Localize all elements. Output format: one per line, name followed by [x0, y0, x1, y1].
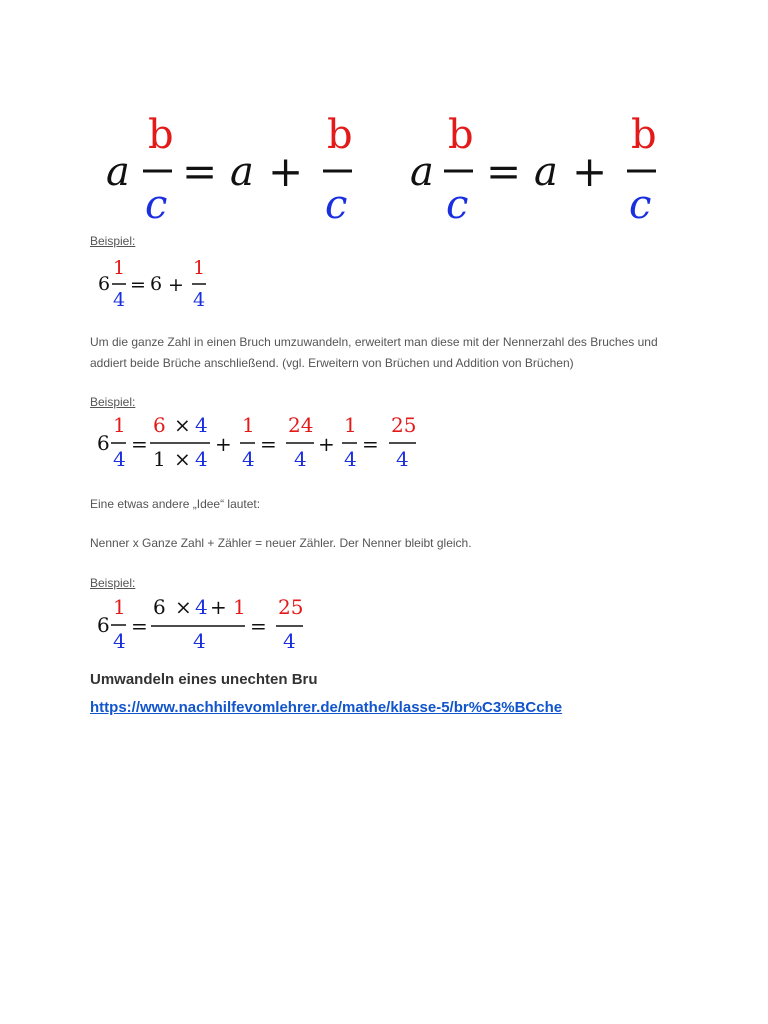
result-denominator: 4 — [396, 447, 409, 471]
rule-paragraph: Nenner x Ganze Zahl + Zähler = neuer Zähler. Der Nenner bleibt gleich. — [90, 536, 472, 550]
numerator: 1 — [113, 257, 126, 279]
plus-sign: + — [210, 595, 227, 619]
formula-image-right — [404, 108, 674, 228]
formula-denominator-c: c — [446, 182, 469, 228]
formula-a: a — [410, 149, 434, 195]
source-link[interactable]: https://www.nachhilfevomlehrer.de/mathe/klasse-5/br%C3%BCche — [90, 699, 563, 716]
section-heading: Umwandeln eines unechten Bru — [90, 671, 318, 688]
denominator: 4 — [193, 629, 206, 653]
equals-sign: = — [131, 432, 148, 456]
formula-plus: + — [572, 147, 608, 196]
example-label: Beispiel: — [90, 234, 136, 248]
example-label: Beispiel: — [90, 576, 136, 590]
formula-a: a — [230, 149, 254, 195]
formula-a: a — [534, 149, 558, 195]
result-denominator: 4 — [283, 629, 296, 653]
whole-number: 6 — [98, 273, 111, 295]
numerator: 24 — [288, 413, 314, 437]
numerator-factor: 4 — [195, 595, 208, 619]
whole-number: 6 — [150, 273, 163, 295]
numerator: 1 — [193, 257, 206, 279]
equals-sign: = — [362, 432, 379, 456]
numerator: 1 — [113, 595, 126, 619]
whole-number: 6 — [97, 613, 110, 637]
whole-number: 6 — [97, 431, 110, 455]
denominator-factor: 4 — [195, 447, 208, 471]
formula-a: a — [106, 149, 130, 195]
equals-sign: = — [260, 432, 277, 456]
numerator-factor: 6 — [153, 413, 166, 437]
numerator: 1 — [344, 413, 357, 437]
times-sign: × — [175, 595, 192, 619]
result-numerator: 25 — [278, 595, 304, 619]
plus-sign: + — [168, 274, 184, 296]
plus-sign: + — [215, 432, 232, 456]
equals-sign: = — [131, 614, 148, 638]
formula-plus: + — [268, 147, 304, 196]
plus-sign: + — [318, 432, 335, 456]
numerator: 1 — [113, 413, 126, 437]
denominator: 4 — [294, 447, 307, 471]
example3-equation — [94, 594, 314, 656]
denominator: 4 — [113, 447, 126, 471]
example1-equation — [94, 254, 224, 314]
numerator-factor: 6 — [153, 595, 166, 619]
denominator: 4 — [113, 629, 126, 653]
formula-numerator-b: b — [148, 112, 174, 158]
result-numerator: 25 — [391, 413, 417, 437]
times-sign: × — [174, 447, 191, 471]
equals-sign: = — [130, 274, 146, 296]
formula-equals: = — [182, 147, 218, 196]
denominator: 4 — [193, 289, 206, 311]
example2-equation — [94, 412, 424, 474]
denominator-factor: 1 — [153, 447, 166, 471]
numerator-factor: 4 — [195, 413, 208, 437]
explanation-paragraph: Um die ganze Zahl in einen Bruch umzuwandeln, erweitert man diese mit der Nennerzahl des Bruches und addiert beide Brüche anschließend. (vgl. Erweitern von Brüchen und Addition von Brüchen) — [90, 335, 658, 370]
formula-numerator-b: b — [448, 112, 474, 158]
denominator: 4 — [242, 447, 255, 471]
numerator-addend: 1 — [233, 595, 246, 619]
formula-equals: = — [486, 147, 522, 196]
formula-denominator-c: c — [145, 182, 168, 228]
denominator: 4 — [344, 447, 357, 471]
formula-denominator-c: c — [629, 182, 652, 228]
times-sign: × — [174, 413, 191, 437]
formula-numerator-b: b — [631, 112, 657, 158]
formula-image-left — [100, 108, 370, 228]
formula-numerator-b: b — [327, 112, 353, 158]
denominator: 4 — [113, 289, 126, 311]
equals-sign: = — [250, 614, 267, 638]
idea-paragraph: Eine etwas andere „Idee“ lautet: — [90, 497, 261, 511]
formula-denominator-c: c — [325, 182, 348, 228]
numerator: 1 — [242, 413, 255, 437]
example-label: Beispiel: — [90, 395, 136, 409]
